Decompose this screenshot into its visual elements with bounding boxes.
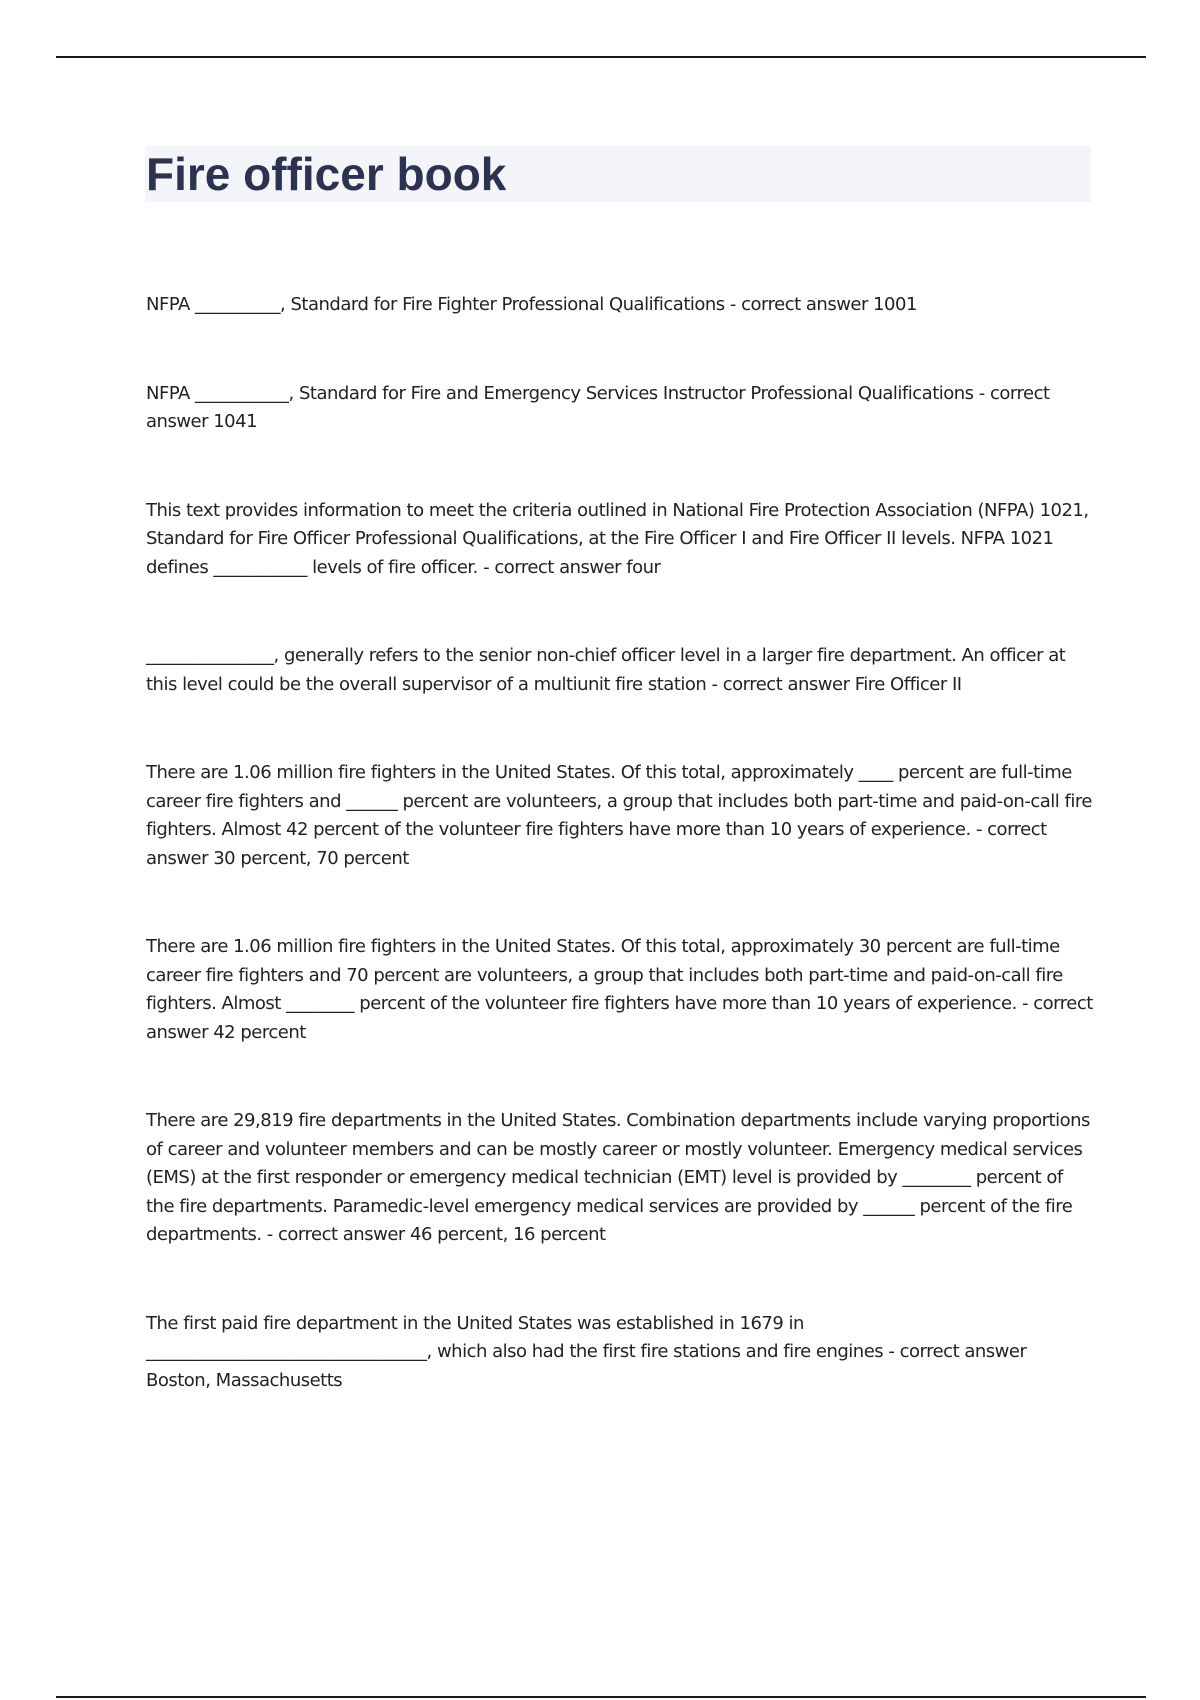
question-item: The first paid fire department in the United States was established in 1679 in _________________________________, which also had the first fire stations and fire engines - correct answer Boston, Massachusetts (146, 1312, 1027, 1391)
question-list (146, 291, 1094, 1455)
question-item: There are 29,819 fire departments in the United States. Combination departments include varying proportions of career and volunteer members and can be mostly career or mostly volunteer. Emergency medical services (EMS) at the first responder or emergency medical technician (EMT) level is provided by ________ percent of the fire departments. Paramedic-level emergency medical services are provided by ______ percent of the fire departments. - correct answer 46 percent, 16 percent (146, 1110, 1090, 1245)
question-item: NFPA __________, Standard for Fire Fighter Professional Qualifications - correct answer 1001 (146, 294, 917, 315)
question-item: _______________, generally refers to the senior non-chief officer level in a larger fire department. An officer at this level could be the overall supervisor of a multiunit fire station - correct answer Fire Officer II (146, 645, 1066, 695)
question-item: There are 1.06 million fire fighters in the United States. Of this total, approximately ____ percent are full-time career fire fighters and ______ percent are volunteers, a group that includes both part-time and paid-on-call fire fighters. Almost 42 percent of the volunteer fire fighters have more than 10 years of experience. - correct answer 30 percent, 70 percent (146, 762, 1092, 869)
bottom-rule (56, 1696, 1146, 1698)
question-item: There are 1.06 million fire fighters in the United States. Of this total, approximately 30 percent are full-time career fire fighters and 70 percent are volunteers, a group that includes both part-time and paid-on-call fire fighters. Almost ________ percent of the volunteer fire fighters have more than 10 years of experience. - correct answer 42 percent (146, 936, 1093, 1043)
top-rule (56, 56, 1146, 58)
question-item: This text provides information to meet the criteria outlined in National Fire Protection Association (NFPA) 1021, Standard for Fire Officer Professional Qualifications, at the Fire Officer I and Fire Officer II levels. NFPA 1021 defines ___________ levels of fire officer. - correct answer four (146, 499, 1089, 578)
document-title: Fire officer book (146, 148, 507, 200)
question-item: NFPA ___________, Standard for Fire and Emergency Services Instructor Professional Qualifications - correct answer 1041 (146, 382, 1050, 432)
